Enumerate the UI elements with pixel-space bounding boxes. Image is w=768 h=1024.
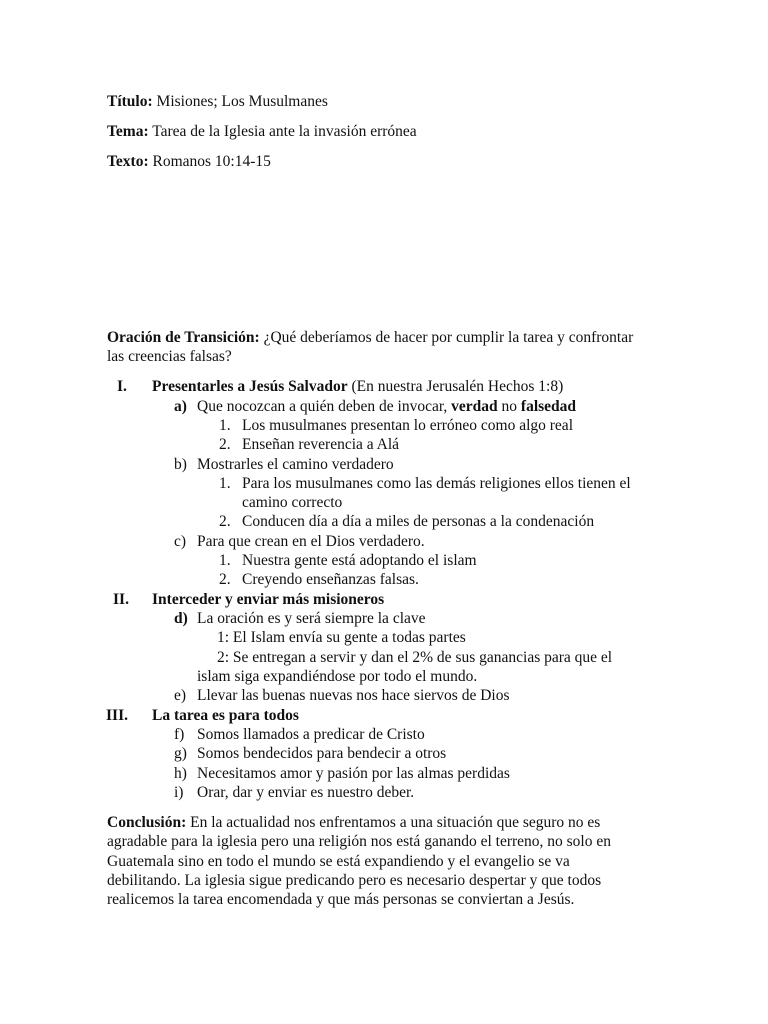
list-item: Necesitamos amor y pasión por las almas perdidas: [197, 765, 510, 782]
conclusion-line2: agradable para la iglesia pero una religión nos está ganando el terreno, no solo en: [107, 833, 611, 850]
list-item: Para que crean en el Dios verdadero.: [197, 533, 425, 550]
subitem: Enseñan reverencia a Alá: [242, 436, 400, 453]
subitem: Creyendo enseñanzas falsas.: [242, 571, 419, 588]
item-marker: h): [174, 765, 187, 782]
subitem: 1: El Islam envía su gente a todas partes: [217, 629, 466, 646]
conclusion-line5: realicemos la tarea encomendada y que más personas se conviertan a Jesús.: [107, 891, 575, 908]
transicion-label: Oración de Transición:: [107, 329, 260, 346]
conclusion-label: Conclusión:: [107, 814, 187, 831]
conclusion-line4: debilitando. La iglesia sigue predicando pero es necesario despertar y que todos: [107, 872, 602, 889]
conclusion-text: En la actualidad nos enfrentamos a una situación que seguro no es: [190, 814, 601, 831]
list-item: La oración es y será siempre la clave: [197, 610, 426, 627]
subitem-cont: camino correcto: [242, 494, 343, 511]
tema-value: Tarea de la Iglesia ante la invasión errónea: [152, 123, 417, 140]
subitem: Conducen día a día a miles de personas a la condenación: [242, 513, 595, 530]
item-text: no: [501, 398, 518, 415]
subitem-cont: islam siga expandiéndose por todo el mundo.: [197, 668, 478, 685]
item-marker: d): [174, 610, 188, 627]
item-marker: b): [174, 456, 187, 473]
item-marker: e): [174, 687, 187, 704]
titulo-label: Título:: [107, 93, 153, 110]
section-marker: I.: [117, 378, 127, 395]
list-item: Somos llamados a predicar de Cristo: [197, 726, 425, 743]
list-item: Somos bendecidos para bendecir a otros: [197, 745, 447, 762]
item-text: Que nocozcan a quién deben de invocar,: [197, 398, 448, 415]
subitem: 2: Se entregan a servir y dan el 2% de sus ganancias para que el: [217, 649, 613, 666]
item-marker: f): [174, 726, 185, 743]
texto-label: Texto:: [107, 153, 149, 170]
subitem: Los musulmanes presentan lo erróneo como algo real: [242, 417, 573, 434]
list-item: Orar, dar y enviar es nuestro deber.: [197, 784, 415, 801]
subitem: Para los musulmanes como las demás religiones ellos tienen el: [242, 475, 631, 492]
subitem: Nuestra gente está adoptando el islam: [242, 552, 477, 569]
section-title: Presentarles a Jesús Salvador: [152, 378, 348, 395]
section-marker: II.: [113, 591, 129, 608]
subitem-marker: 2.: [219, 436, 231, 453]
transicion-line2: las creencias falsas?: [107, 348, 232, 365]
subitem-marker: 1.: [219, 417, 231, 434]
conclusion-line3: Guatemala sino en todo el mundo se está expandiendo y el evangelio se va: [107, 853, 570, 870]
section-marker: III.: [106, 707, 128, 724]
section-heading: [152, 377, 563, 396]
conclusion-line1: [107, 813, 600, 832]
item-marker: i): [174, 784, 184, 801]
subitem-marker: 1.: [219, 475, 231, 492]
titulo-line: [107, 92, 328, 111]
tema-line: [107, 122, 417, 141]
section-title: La tarea es para todos: [152, 707, 299, 724]
item-bold: falsedad: [520, 398, 577, 415]
texto-line: [107, 152, 271, 171]
item-marker: a): [174, 398, 187, 415]
transicion-line1: [107, 328, 633, 347]
tema-label: Tema:: [107, 123, 149, 140]
list-item: [197, 397, 576, 416]
subitem-marker: 1.: [219, 552, 231, 569]
section-note: (En nuestra Jerusalén Hechos 1:8): [351, 378, 564, 395]
list-item: Mostrarles el camino verdadero: [197, 456, 394, 473]
list-item: Llevar las buenas nuevas nos hace siervos de Dios: [197, 687, 510, 704]
section-title: Interceder y enviar más misioneros: [152, 591, 385, 608]
subitem-marker: 2.: [219, 571, 231, 588]
item-marker: g): [174, 745, 187, 762]
item-marker: c): [174, 533, 187, 550]
item-bold: verdad: [451, 398, 498, 415]
subitem-marker: 2.: [219, 513, 231, 530]
titulo-value: Misiones; Los Musulmanes: [156, 93, 328, 110]
texto-value: Romanos 10:14-15: [152, 153, 271, 170]
transicion-text1: ¿Qué deberíamos de hacer por cumplir la tarea y confrontar: [263, 329, 634, 346]
